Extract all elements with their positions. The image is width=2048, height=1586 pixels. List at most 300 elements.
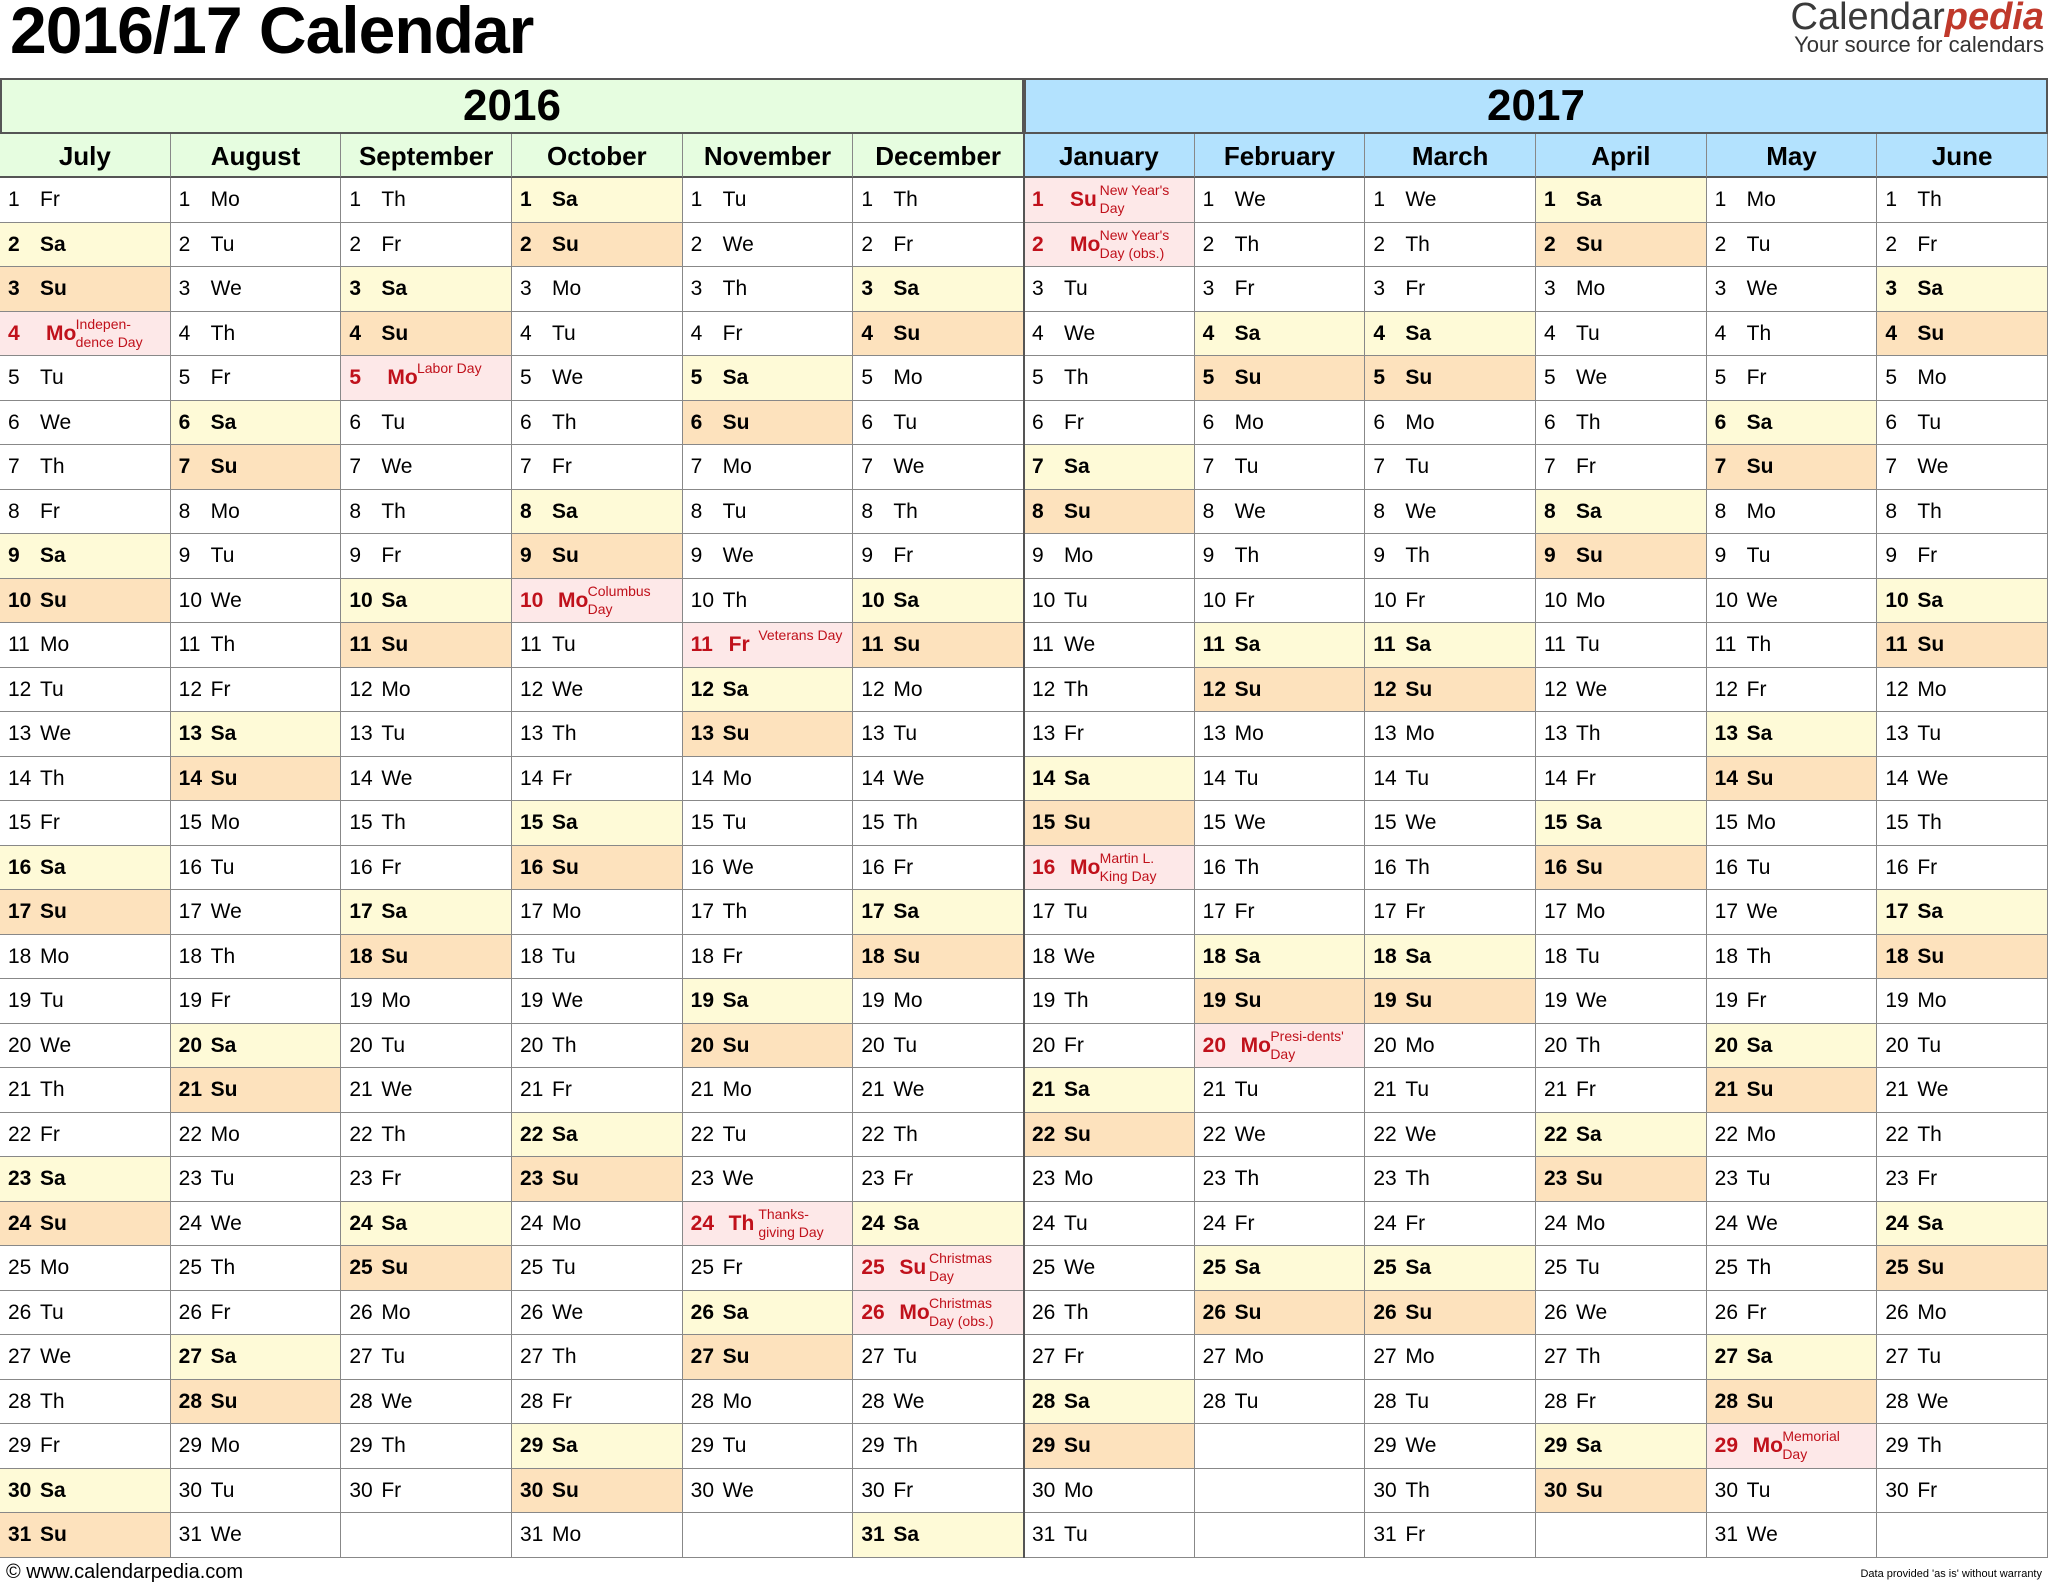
weekday-label: Mo <box>46 321 77 345</box>
weekday-label: Sa <box>1234 633 1261 656</box>
day-number: 22 <box>349 1122 373 1146</box>
day-cell <box>512 846 683 891</box>
day-cell <box>1536 668 1707 713</box>
day-number: 14 <box>1202 766 1227 790</box>
weekday-label: Mo <box>387 366 418 389</box>
day-number: 23 <box>1714 1167 1739 1190</box>
weekday-label: We <box>1746 277 1778 300</box>
weekday-label: Tu <box>1064 1523 1088 1546</box>
day-number: 2 <box>178 232 191 256</box>
day-number: 28 <box>349 1389 373 1413</box>
weekday-label: Th <box>1234 1167 1260 1190</box>
day-cell <box>1877 1291 2048 1336</box>
weekday-label: Th <box>552 1345 577 1368</box>
weekday-label: Su <box>1064 1434 1091 1457</box>
day-cell <box>1024 267 1195 312</box>
day-cell <box>1365 178 1536 223</box>
weekday-label: We <box>40 722 72 745</box>
brand-prefix: Calendar <box>1790 0 1945 38</box>
day-cell <box>1877 1157 2048 1202</box>
day-number: 21 <box>1032 1078 1056 1101</box>
day-cell <box>853 757 1024 802</box>
day-number: 13 <box>690 722 715 745</box>
day-cell <box>1707 1113 1878 1158</box>
day-cell <box>341 979 512 1024</box>
day-cell <box>171 801 342 846</box>
day-cell <box>341 712 512 757</box>
day-number: 18 <box>520 944 544 968</box>
day-cell <box>171 445 342 490</box>
day-cell <box>0 1380 171 1425</box>
day-number: 15 <box>690 811 715 834</box>
day-number: 10 <box>1544 588 1568 612</box>
day-cell <box>0 356 171 401</box>
day-cell <box>1195 935 1366 980</box>
weekday-label: Sa <box>552 188 578 211</box>
day-number: 3 <box>178 277 191 300</box>
day-cell <box>341 579 512 624</box>
day-cell <box>1365 356 1536 401</box>
day-cell <box>0 979 171 1024</box>
day-cell <box>1195 1380 1366 1425</box>
day-number: 13 <box>1202 722 1227 745</box>
day-cell <box>0 579 171 624</box>
day-cell <box>1707 1202 1878 1247</box>
weekday-label: Sa <box>1746 1033 1773 1057</box>
day-number: 26 <box>1885 1300 1909 1324</box>
day-number: 8 <box>690 499 703 523</box>
day-number: 4 <box>1373 321 1386 345</box>
day-number: 15 <box>1885 811 1909 834</box>
day-number: 14 <box>861 766 885 790</box>
day-cell <box>1024 1513 1195 1558</box>
weekday-label: Th <box>1576 722 1601 745</box>
weekday-label: Sa <box>210 722 237 745</box>
weekday-label: We <box>210 277 242 300</box>
weekday-label: Sa <box>1234 944 1261 968</box>
day-number: 22 <box>1714 1122 1739 1146</box>
weekday-label: We <box>1746 588 1778 612</box>
weekday-label: We <box>552 1300 584 1324</box>
weekday-label: Sa <box>722 1300 749 1324</box>
day-cell <box>512 490 683 535</box>
year-divider <box>1023 78 1025 1558</box>
day-cell <box>341 623 512 668</box>
day-number: 7 <box>1714 455 1727 478</box>
day-number: 10 <box>690 588 715 612</box>
day-number: 5 <box>1032 366 1044 389</box>
day-number: 11 <box>1714 633 1737 656</box>
weekday-label: Mo <box>381 1300 411 1324</box>
weekday-label: Mo <box>1917 989 1947 1012</box>
day-number: 18 <box>8 944 32 968</box>
day-cell <box>1877 1246 2048 1291</box>
day-cell <box>1536 623 1707 668</box>
day-cell <box>1707 623 1878 668</box>
weekday-label: Fr <box>552 455 572 478</box>
weekday-label: We <box>722 544 754 567</box>
day-cell <box>1024 178 1195 223</box>
day-number: 4 <box>861 321 874 345</box>
day-cell <box>1536 356 1707 401</box>
day-cell <box>1877 490 2048 535</box>
day-number: 5 <box>178 366 191 389</box>
weekday-label: Sa <box>893 277 920 300</box>
weekday-label: Th <box>381 1434 406 1457</box>
weekday-label: Th <box>552 1033 577 1057</box>
day-cell <box>512 712 683 757</box>
weekday-label: Fr <box>1917 1167 1938 1190</box>
weekday-label: Tu <box>381 722 406 745</box>
day-number: 11 <box>8 633 30 656</box>
weekday-label: Su <box>1234 1300 1262 1324</box>
day-cell <box>1536 935 1707 980</box>
day-cell <box>1195 801 1366 846</box>
weekday-label: Su <box>1917 321 1945 345</box>
empty-cell <box>341 1513 512 1558</box>
weekday-label: We <box>381 455 413 478</box>
day-number: 17 <box>690 900 715 923</box>
day-cell <box>1365 445 1536 490</box>
weekday-label: Mo <box>1746 499 1776 523</box>
day-cell <box>1195 490 1366 535</box>
weekday-label: Tu <box>210 544 235 567</box>
day-number: 17 <box>8 900 32 923</box>
day-cell <box>1024 445 1195 490</box>
day-cell <box>853 890 1024 935</box>
weekday-label: Mo <box>1405 1345 1435 1368</box>
weekday-label: Fr <box>722 321 743 345</box>
day-number: 12 <box>861 677 885 701</box>
day-number: 2 <box>1714 232 1727 256</box>
day-cell <box>0 757 171 802</box>
weekday-label: Sa <box>722 989 749 1012</box>
weekday-label: Fr <box>40 1122 60 1146</box>
weekday-label: We <box>1234 188 1266 211</box>
day-cell <box>512 1202 683 1247</box>
day-cell <box>171 178 342 223</box>
page-title: 2016/17 Calendar <box>10 0 534 67</box>
day-number: 3 <box>1885 277 1898 300</box>
day-cell <box>1877 312 2048 357</box>
day-cell <box>1024 846 1195 891</box>
day-number: 29 <box>1544 1434 1568 1457</box>
day-number: 7 <box>1544 455 1556 478</box>
weekday-label: Mo <box>210 1434 240 1457</box>
day-cell <box>512 935 683 980</box>
day-number: 9 <box>1373 544 1386 567</box>
day-number: 24 <box>1714 1211 1739 1235</box>
weekday-label: Fr <box>210 1300 231 1324</box>
day-number: 13 <box>8 722 32 745</box>
day-number: 6 <box>1544 410 1556 434</box>
weekday-label: Fr <box>1917 855 1938 879</box>
day-cell <box>853 1202 1024 1247</box>
day-cell <box>1365 979 1536 1024</box>
weekday-label: Mo <box>552 1211 582 1235</box>
weekday-label: Fr <box>210 366 231 389</box>
weekday-label: We <box>893 1078 925 1101</box>
day-cell <box>853 1291 1024 1336</box>
day-cell <box>853 979 1024 1024</box>
day-cell <box>1536 1113 1707 1158</box>
day-cell <box>1707 712 1878 757</box>
weekday-label: Fr <box>1234 1211 1255 1235</box>
day-cell <box>171 623 342 668</box>
weekday-label: We <box>893 766 925 790</box>
day-number: 23 <box>1032 1167 1056 1190</box>
day-number: 16 <box>8 855 32 879</box>
day-number: 25 <box>1885 1256 1909 1279</box>
day-cell <box>512 668 683 713</box>
day-cell <box>853 356 1024 401</box>
weekday-label: Sa <box>381 277 408 300</box>
day-number: 11 <box>1202 633 1225 656</box>
day-cell <box>1707 1246 1878 1291</box>
weekday-label: Mo <box>1746 1122 1776 1146</box>
day-number: 27 <box>1714 1345 1739 1368</box>
day-cell <box>341 1424 512 1469</box>
weekday-label: Tu <box>893 722 918 745</box>
weekday-label: Th <box>1917 188 1942 211</box>
weekday-label: Su <box>210 766 238 790</box>
weekday-label: Su <box>552 1167 579 1190</box>
day-number: 17 <box>1885 900 1909 923</box>
day-number: 28 <box>1373 1389 1397 1413</box>
day-cell <box>0 1424 171 1469</box>
weekday-label: Fr <box>40 811 60 834</box>
day-number: 21 <box>1544 1078 1568 1101</box>
day-cell <box>0 890 171 935</box>
day-number: 20 <box>1714 1033 1739 1057</box>
day-cell <box>853 1024 1024 1069</box>
day-number: 20 <box>1885 1033 1909 1057</box>
day-cell <box>1536 490 1707 535</box>
day-cell <box>1195 890 1366 935</box>
weekday-label: Th <box>210 944 236 968</box>
day-number: 27 <box>1544 1345 1568 1368</box>
day-number: 12 <box>690 677 715 701</box>
holiday-label: Columbus Day <box>587 582 651 617</box>
day-cell <box>341 846 512 891</box>
day-number: 22 <box>1885 1122 1909 1146</box>
day-number: 10 <box>520 588 544 612</box>
day-number: 19 <box>690 989 715 1012</box>
day-cell <box>853 1513 1024 1558</box>
day-cell <box>1024 979 1195 1024</box>
day-number: 11 <box>520 633 542 656</box>
day-number: 28 <box>690 1389 715 1413</box>
weekday-label: Su <box>381 1256 409 1279</box>
day-cell <box>853 1424 1024 1469</box>
day-number: 5 <box>349 366 362 389</box>
weekday-label: Fr <box>722 1256 743 1279</box>
weekday-label: We <box>1405 499 1437 523</box>
weekday-label: We <box>1405 811 1437 834</box>
day-cell <box>1536 534 1707 579</box>
day-number: 14 <box>690 766 715 790</box>
weekday-label: Tu <box>552 944 576 968</box>
day-number: 24 <box>349 1211 373 1235</box>
weekday-label: Tu <box>1064 277 1088 300</box>
day-cell <box>0 1202 171 1247</box>
day-cell <box>853 935 1024 980</box>
weekday-label: Th <box>893 1434 918 1457</box>
day-cell <box>1877 445 2048 490</box>
day-number: 22 <box>690 1122 715 1146</box>
weekday-label: Mo <box>1917 1300 1947 1324</box>
weekday-label: Mo <box>893 989 923 1012</box>
weekday-label: Su <box>40 1211 67 1235</box>
weekday-label: Su <box>722 1345 750 1368</box>
day-number: 14 <box>1885 766 1909 790</box>
day-number: 7 <box>1032 455 1044 478</box>
month-header-february: February <box>1195 134 1366 178</box>
day-cell <box>853 178 1024 223</box>
weekday-label: Sa <box>1405 944 1432 968</box>
day-number: 10 <box>861 588 885 612</box>
day-cell <box>1877 534 2048 579</box>
weekday-label: Tu <box>1576 321 1600 345</box>
weekday-label: Th <box>1405 1167 1430 1190</box>
footer-website-link[interactable]: © www.calendarpedia.com <box>6 1561 244 1583</box>
day-cell <box>341 1380 512 1425</box>
weekday-label: Th <box>381 1122 406 1146</box>
weekday-label: Th <box>552 410 577 434</box>
weekday-label: Su <box>1576 1478 1603 1502</box>
day-number: 26 <box>349 1300 373 1324</box>
day-number: 27 <box>690 1345 715 1368</box>
weekday-label: We <box>381 766 413 790</box>
day-cell <box>1195 1113 1366 1158</box>
day-number: 15 <box>520 811 544 834</box>
weekday-label: We <box>1746 1211 1778 1235</box>
day-number: 10 <box>8 588 32 612</box>
day-number: 20 <box>1202 1033 1227 1057</box>
day-cell <box>1024 490 1195 535</box>
weekday-label: Mo <box>381 989 411 1012</box>
day-number: 3 <box>1202 277 1215 300</box>
day-cell <box>1024 1157 1195 1202</box>
weekday-label: Tu <box>1917 1345 1942 1368</box>
weekday-label: Tu <box>40 677 64 701</box>
day-number: 30 <box>861 1478 885 1502</box>
day-cell <box>0 623 171 668</box>
day-number: 29 <box>1032 1434 1056 1457</box>
day-cell <box>1707 1291 1878 1336</box>
day-number: 2 <box>861 232 874 256</box>
day-cell <box>171 1469 342 1514</box>
day-cell <box>683 668 854 713</box>
weekday-label: Tu <box>1234 1389 1259 1413</box>
day-number: 24 <box>1032 1211 1056 1235</box>
brand-logo[interactable] <box>1791 0 2044 56</box>
day-number: 13 <box>861 722 885 745</box>
weekday-label: Mo <box>893 677 923 701</box>
weekday-label: Fr <box>1234 588 1255 612</box>
day-number: 16 <box>1373 855 1397 879</box>
day-cell <box>1365 1469 1536 1514</box>
day-cell <box>1365 1024 1536 1069</box>
day-cell <box>1365 534 1536 579</box>
day-cell <box>1707 1513 1878 1558</box>
day-number: 13 <box>1714 722 1739 745</box>
weekday-label: Su <box>1917 944 1945 968</box>
weekday-label: Fr <box>1064 722 1084 745</box>
weekday-label: Sa <box>552 499 578 523</box>
day-number: 6 <box>520 410 532 434</box>
day-cell <box>1024 356 1195 401</box>
day-number: 1 <box>1544 188 1556 211</box>
day-number: 20 <box>1032 1033 1056 1057</box>
day-cell <box>1024 1068 1195 1113</box>
day-number: 12 <box>1885 677 1909 701</box>
day-cell <box>683 579 854 624</box>
weekday-label: We <box>1746 900 1778 923</box>
weekday-label: Su <box>1576 232 1603 256</box>
day-number: 28 <box>1714 1389 1739 1413</box>
weekday-label: Tu <box>381 410 406 434</box>
weekday-label: Th <box>210 633 236 656</box>
day-cell <box>341 1068 512 1113</box>
day-number: 2 <box>1885 232 1898 256</box>
day-cell <box>1536 757 1707 802</box>
day-number: 24 <box>1885 1211 1909 1235</box>
weekday-label: Tu <box>1234 766 1259 790</box>
day-number: 19 <box>1373 989 1397 1012</box>
day-cell <box>512 1335 683 1380</box>
year-header-2017: 2017 <box>1024 78 2048 134</box>
day-cell <box>0 1246 171 1291</box>
day-number: 11 <box>1032 633 1054 656</box>
weekday-label: Th <box>552 722 577 745</box>
month-header-may: May <box>1707 134 1878 178</box>
weekday-label: Mo <box>899 1300 930 1324</box>
day-cell <box>1707 1335 1878 1380</box>
day-cell <box>1707 356 1878 401</box>
day-cell <box>1365 935 1536 980</box>
day-number: 30 <box>520 1478 544 1502</box>
day-cell <box>1024 935 1195 980</box>
day-cell <box>0 846 171 891</box>
brand-tagline: Your source for calendars <box>1794 32 2044 57</box>
day-number: 29 <box>1885 1434 1909 1457</box>
weekday-label: Mo <box>1234 1345 1264 1368</box>
day-cell <box>1536 1380 1707 1425</box>
weekday-label: Fr <box>40 499 60 523</box>
day-cell <box>1365 1380 1536 1425</box>
day-number: 27 <box>520 1345 544 1368</box>
day-number: 1 <box>520 188 532 211</box>
day-number: 24 <box>178 1211 203 1235</box>
day-cell <box>853 668 1024 713</box>
day-number: 9 <box>349 544 362 567</box>
weekday-label: Sa <box>1917 588 1944 612</box>
day-cell <box>1707 846 1878 891</box>
day-number: 9 <box>1202 544 1215 567</box>
weekday-label: We <box>210 900 242 923</box>
day-number: 31 <box>1373 1523 1397 1546</box>
day-cell <box>1024 401 1195 446</box>
day-number: 25 <box>1544 1256 1568 1279</box>
weekday-label: Fr <box>1746 1300 1767 1324</box>
day-cell <box>683 312 854 357</box>
day-cell <box>1195 223 1366 268</box>
day-number: 8 <box>178 499 191 523</box>
day-cell <box>341 801 512 846</box>
day-number: 21 <box>861 1078 885 1101</box>
day-cell <box>683 1335 854 1380</box>
